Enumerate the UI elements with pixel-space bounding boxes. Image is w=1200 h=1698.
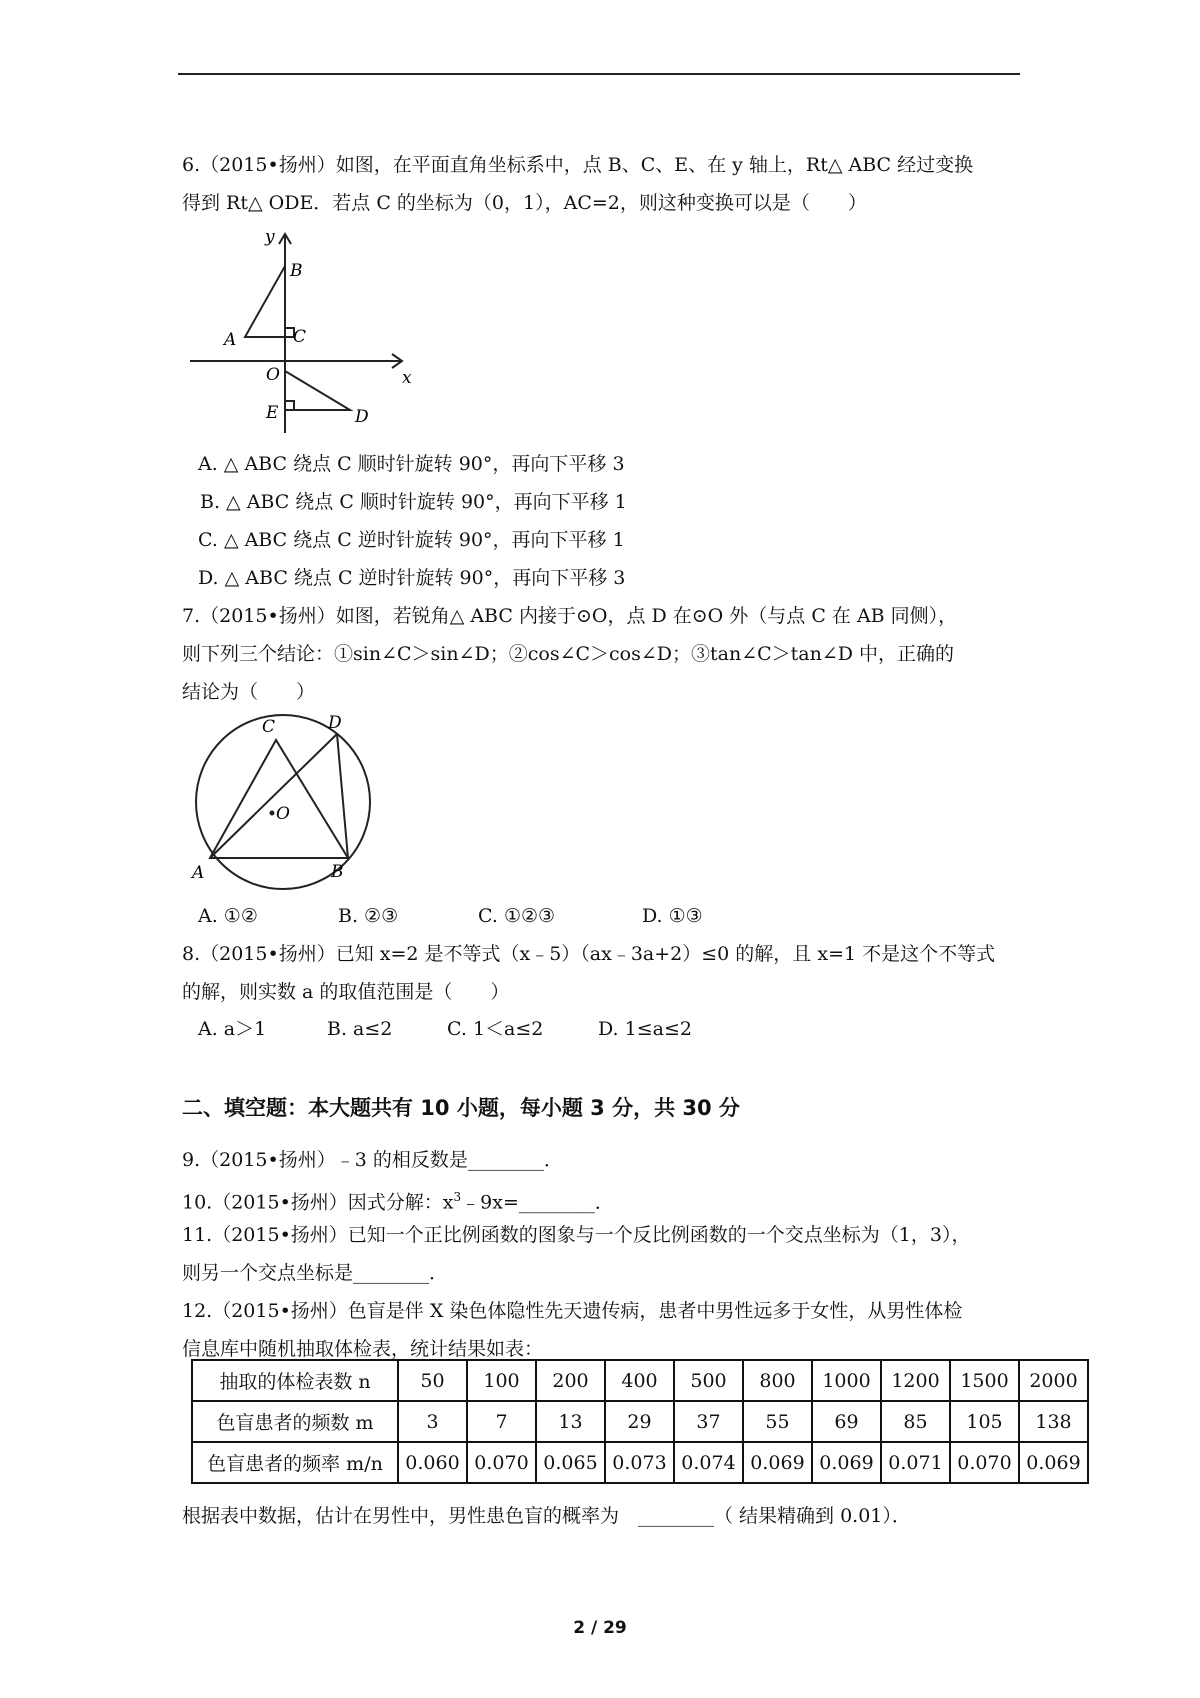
page-number: 2 / 29 xyxy=(573,1618,627,1638)
table-cell: 7 xyxy=(467,1401,536,1442)
q6-text-line1: 6.（2015•扬州）如图，在平面直角坐标系中，点 B、C、E、在 y 轴上，Rt△ ABC 经过变换 xyxy=(182,154,974,176)
q6-option-a: A. △ ABC 绕点 C 顺时针旋转 90°，再向下平移 3 xyxy=(198,453,625,475)
q6-label-x: x xyxy=(402,368,412,388)
table-cell: 1200 xyxy=(881,1360,950,1401)
q7-text-line3: 结论为（ ） xyxy=(182,681,316,703)
q6-label-y: y xyxy=(265,228,275,247)
section-heading: 二、填空题：本大题共有 10 小题，每小题 3 分，共 30 分 xyxy=(182,1096,740,1120)
q7-figure xyxy=(184,710,384,900)
q6-label-O: O xyxy=(266,365,280,385)
q12-text-line1: 12.（2015•扬州）色盲是伴 X 染色体隐性先天遗传病，患者中男性远多于女性，从男性体检 xyxy=(182,1300,963,1322)
table-cell: 0.069 xyxy=(743,1442,812,1483)
table-cell: 2000 xyxy=(1019,1360,1088,1401)
q6-label-D: D xyxy=(355,407,369,427)
table-cell: 50 xyxy=(398,1360,467,1401)
q7-option-d: D. ①③ xyxy=(642,905,703,927)
table-cell: 69 xyxy=(812,1401,881,1442)
q8-text-line2: 的解，则实数 a 的取值范围是（ ） xyxy=(182,981,510,1003)
q11-text-line2: 则另一个交点坐标是________． xyxy=(182,1262,449,1284)
table-cell: 100 xyxy=(467,1360,536,1401)
q7-label-D: D xyxy=(328,713,342,733)
table-cell: 0.060 xyxy=(398,1442,467,1483)
q8-option-a: A. a＞1 xyxy=(198,1018,267,1040)
table-cell: 200 xyxy=(536,1360,605,1401)
header-rule xyxy=(178,73,1020,75)
table-cell: 138 xyxy=(1019,1401,1088,1442)
q10-exponent: 3 xyxy=(453,1190,462,1204)
q6-label-E: E xyxy=(266,403,279,423)
q7-label-A: A xyxy=(192,863,205,883)
q6-option-c: C. △ ABC 绕点 C 逆时针旋转 90°，再向下平移 1 xyxy=(198,529,625,551)
table-cell: 3 xyxy=(398,1401,467,1442)
q7-option-b: B. ②③ xyxy=(338,905,399,927)
q6-figure xyxy=(190,228,420,438)
table-cell: 500 xyxy=(674,1360,743,1401)
q12-after-text: 根据表中数据，估计在男性中，男性患色盲的概率为 ________（ 结果精确到 0.01）． xyxy=(182,1505,911,1527)
q6-label-B: B xyxy=(290,261,303,281)
table-cell: 0.070 xyxy=(467,1442,536,1483)
table-row-header: 色盲患者的频数 m xyxy=(192,1401,398,1442)
table-cell: 1500 xyxy=(950,1360,1019,1401)
table-cell: 0.070 xyxy=(950,1442,1019,1483)
table-row xyxy=(192,1360,1088,1401)
table-cell: 13 xyxy=(536,1401,605,1442)
table-row-header: 抽取的体检表数 n xyxy=(192,1360,398,1401)
q6-label-C: C xyxy=(293,327,307,347)
q6-option-d: D. △ ABC 绕点 C 逆时针旋转 90°，再向下平移 3 xyxy=(198,567,626,589)
table-cell: 105 xyxy=(950,1401,1019,1442)
q10-text-after: ﹣9x=________． xyxy=(461,1191,614,1214)
q6-label-A: A xyxy=(224,330,237,350)
table-cell: 0.073 xyxy=(605,1442,674,1483)
q10-text xyxy=(182,1185,614,1214)
frequency-table xyxy=(191,1359,1089,1484)
table-cell: 85 xyxy=(881,1401,950,1442)
q7-option-a: A. ①② xyxy=(198,905,258,927)
table-cell: 0.074 xyxy=(674,1442,743,1483)
q7-center-dot xyxy=(270,811,275,816)
q7-label-O: O xyxy=(276,804,290,824)
table-cell: 29 xyxy=(605,1401,674,1442)
table-cell: 55 xyxy=(743,1401,812,1442)
table-cell: 0.071 xyxy=(881,1442,950,1483)
q7-text-line2: 则下列三个结论：①sin∠C＞sin∠D；②cos∠C＞cos∠D；③tan∠C＞tan∠D 中，正确的 xyxy=(182,643,955,665)
q9-text: 9.（2015•扬州）﹣3 的相反数是________． xyxy=(182,1149,563,1171)
q12-text-line2: 信息库中随机抽取体检表，统计结果如表： xyxy=(182,1338,544,1360)
table-row xyxy=(192,1401,1088,1442)
q7-option-c: C. ①②③ xyxy=(478,905,556,927)
table-cell: 400 xyxy=(605,1360,674,1401)
q7-text-line1: 7.（2015•扬州）如图，若锐角△ ABC 内接于⊙O，点 D 在⊙O 外（与点 C 在 AB 同侧）， xyxy=(182,605,958,627)
q6-option-b: B. △ ABC 绕点 C 顺时针旋转 90°，再向下平移 1 xyxy=(200,491,627,513)
table-cell: 800 xyxy=(743,1360,812,1401)
q8-option-d: D. 1≤a≤2 xyxy=(598,1018,692,1040)
table-cell: 0.069 xyxy=(812,1442,881,1483)
table-cell: 37 xyxy=(674,1401,743,1442)
table-cell: 1000 xyxy=(812,1360,881,1401)
table-row xyxy=(192,1442,1088,1483)
q8-option-c: C. 1＜a≤2 xyxy=(447,1018,544,1040)
q8-option-b: B. a≤2 xyxy=(327,1018,393,1040)
q8-text-line1: 8.（2015•扬州）已知 x=2 是不等式（x﹣5）（ax﹣3a+2）≤0 的解，且 x=1 不是这个不等式 xyxy=(182,943,996,965)
q10-text-before: 10.（2015•扬州）因式分解：x xyxy=(182,1191,454,1214)
table-cell: 0.069 xyxy=(1019,1442,1088,1483)
q7-label-B: B xyxy=(331,862,344,882)
q7-label-C: C xyxy=(262,717,276,737)
q6-text-line2: 得到 Rt△ ODE．若点 C 的坐标为（0，1），AC=2，则这种变换可以是（ ） xyxy=(182,192,867,214)
q11-text-line1: 11.（2015•扬州）已知一个正比例函数的图象与一个反比例函数的一个交点坐标为（1，3）， xyxy=(182,1224,971,1246)
table-row-header: 色盲患者的频率 m/n xyxy=(192,1442,398,1483)
table-cell: 0.065 xyxy=(536,1442,605,1483)
